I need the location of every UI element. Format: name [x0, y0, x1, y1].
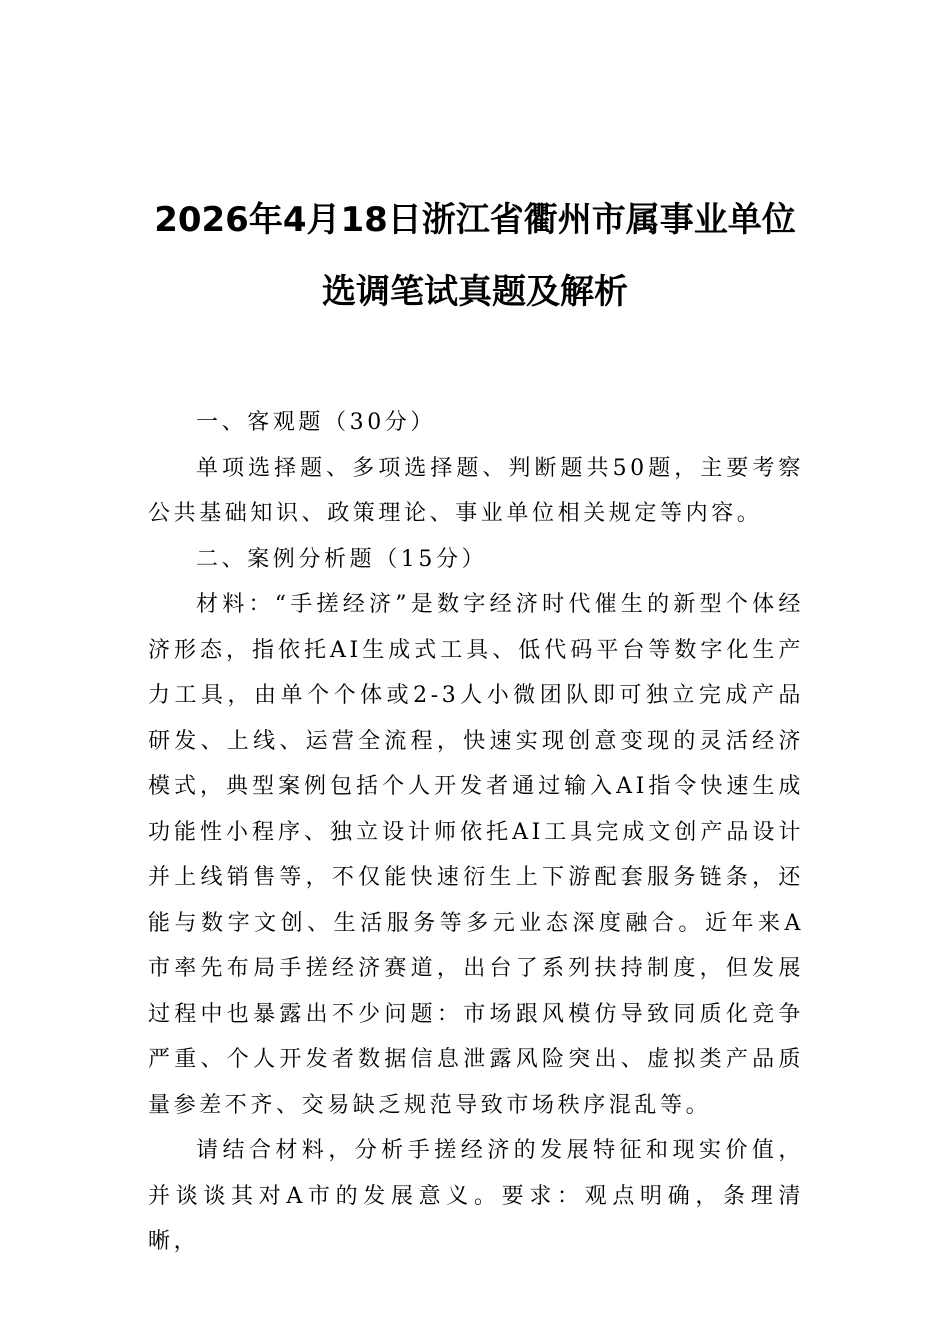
paragraph-case-material: 材料：“手搓经济”是数字经济时代催生的新型个体经济形态，指依托AI生成式工具、低代码平台等数字化生产力工具，由单个个体或2-3人小微团队即可独立完成产品研发、上线、运营全流程，快速实现创意变现的灵活经济模式，典型案例包括个人开发者通过输入AI指令快速生成功能性小程序、独立设计师依托AI工具完成文创产品设计并上线销售等，不仅能快速衍生上下游配套服务链条，还能与数字文创、生活服务等多元业态深度融合。近年来A市率先布局手搓经济赛道，出台了系列扶持制度，但发展过程中也暴露出不少问题：市场跟风模仿导致同质化竞争严重、个人开发者数据信息泄露风险突出、虚拟类产品质量参差不齐、交易缺乏规范导致市场秩序混乱等。	[148, 592, 804, 1118]
paragraph-question: 请结合材料，分析手搓经济的发展特征和现实价值，并谈谈其对A市的发展意义。要求：观点明确，条理清晰，	[148, 1138, 804, 1254]
document-title-line-2: 选调笔试真题及解析	[322, 272, 628, 312]
paragraph-objective-description: 单项选择题、多项选择题、判断题共50题，主要考察公共基础知识、政策理论、事业单位相关规定等内容。	[148, 455, 804, 526]
section-heading-case-analysis: 二、案例分析题（15分）	[196, 546, 488, 572]
document-body	[148, 400, 804, 1265]
document-title-line-1: 2026年4月18日浙江省衢州市属事业单位	[154, 200, 796, 240]
section-heading-objective: 一、客观题（30分）	[196, 410, 436, 435]
